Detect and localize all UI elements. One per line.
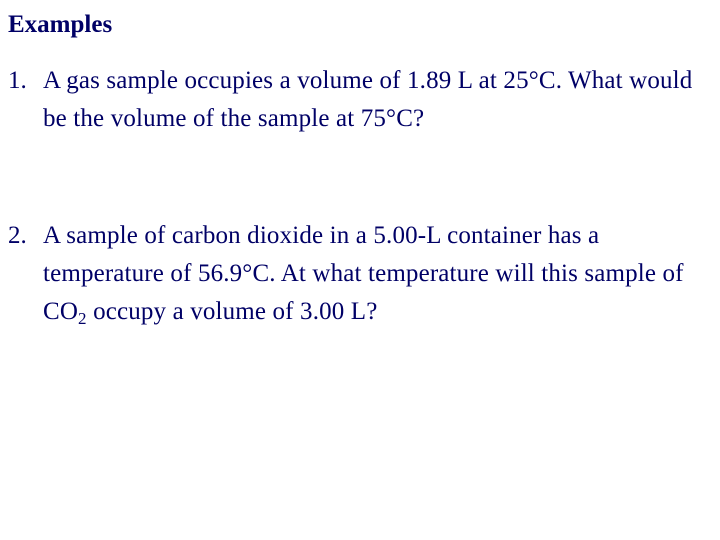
problem-text	[43, 217, 713, 331]
formula-base: CO	[43, 298, 79, 325]
chemical-formula	[43, 298, 87, 328]
problem-text-after-formula: occupy a volume of 3.00 L?	[86, 298, 378, 325]
example-problem-1	[8, 62, 713, 138]
problem-number: 1.	[8, 67, 27, 94]
formula-subscript: 2	[78, 309, 87, 328]
problem-text-before-formula: A sample of carbon dioxide in a 5.00-L container has a temperature of 56.9°C. At what temperature will this sample of	[43, 222, 684, 287]
problem-text: A gas sample occupies a volume of 1.89 L at 25°C. What would be the volume of the sample at 75°C?	[43, 67, 693, 132]
slide-title: Examples	[8, 11, 113, 38]
problem-number: 2.	[8, 222, 27, 249]
example-problem-2	[8, 217, 713, 331]
